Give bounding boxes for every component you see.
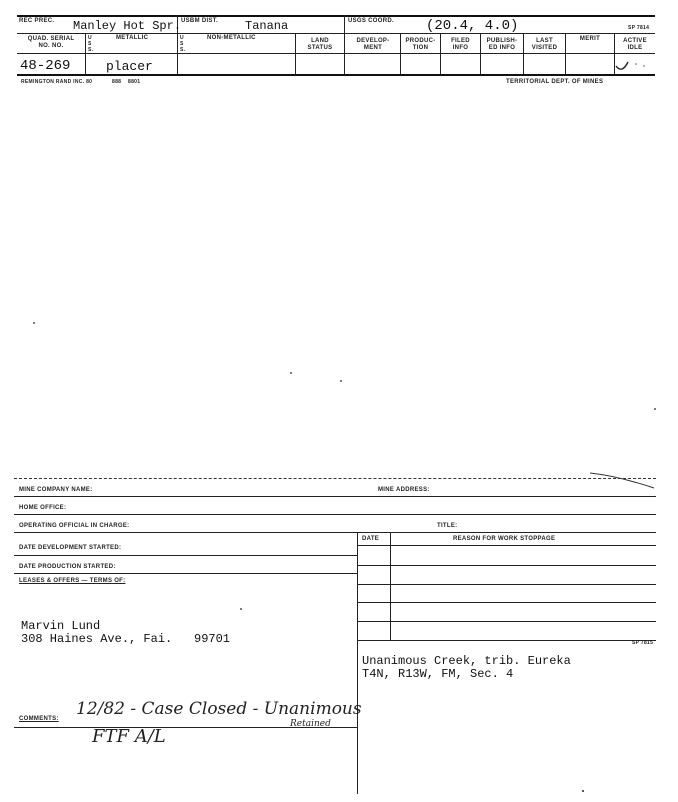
- date-production-label: DATE PRODUCTION STARTED:: [19, 564, 116, 570]
- col-filed-info: FILED INFO: [451, 38, 470, 51]
- col-active-idle: ACTIVE IDLE: [623, 38, 647, 51]
- date-col-line: [390, 532, 391, 640]
- speck: [290, 372, 292, 374]
- form-number: SP 7814: [628, 25, 650, 31]
- metallic-value: placer: [106, 59, 153, 74]
- usgs-coord-value: (20.4, 4.0): [426, 18, 519, 34]
- line-company: [14, 496, 656, 497]
- leases-label: LEASES & OFFERS — TERMS OF:: [19, 578, 126, 584]
- operating-official-label: OPERATING OFFICIAL IN CHARGE:: [19, 523, 130, 529]
- speck: [340, 380, 342, 382]
- stoppage-header-line: [357, 545, 656, 546]
- owner-name: Marvin Lund: [21, 619, 101, 633]
- col-sep-serial: [85, 33, 86, 74]
- stoppage-row-line-5: [357, 640, 656, 641]
- columns-divider-line: [17, 53, 655, 54]
- col-development: DEVELOP- MENT: [356, 38, 390, 51]
- corner-pen-stroke: [588, 470, 658, 492]
- stoppage-row-line-2: [357, 584, 656, 585]
- col-production: PRODUC- TION: [405, 38, 436, 51]
- col-uss-b: U S S.: [180, 35, 186, 53]
- mine-company-label: MINE COMPANY NAME:: [19, 487, 93, 493]
- line-date-dev: [14, 555, 357, 556]
- title-label: TITLE:: [437, 523, 458, 529]
- usgs-coord-label: USGS COORD.: [348, 18, 394, 24]
- home-office-label: HOME OFFICE:: [19, 505, 67, 511]
- date-col-label: DATE: [362, 536, 380, 542]
- top-border-line: [17, 15, 655, 17]
- handwritten-comment-1: 12/82 - Case Closed - Unanimous: [76, 699, 362, 719]
- line-official: [14, 532, 656, 533]
- col-uss-a: U S S.: [88, 35, 94, 53]
- comments-label: COMMENTS:: [19, 716, 59, 722]
- printer-name: REMINGTON RAND INC. 80: [21, 79, 93, 85]
- col-non-metallic: NON-METALLIC: [207, 35, 256, 41]
- stoppage-row-line-3: [357, 602, 656, 603]
- speck: [582, 790, 584, 792]
- speck: [240, 608, 242, 610]
- col-quad-serial: QUAD. SERIAL NO. NO.: [27, 36, 75, 49]
- handwritten-comment-2: Retained: [290, 719, 331, 729]
- reason-col-label: REASON FOR WORK STOPPAGE: [453, 536, 556, 542]
- usbm-dist-label: USBM DIST.: [181, 18, 219, 24]
- record-bottom-line: [17, 74, 655, 76]
- record-number: 48-269: [20, 58, 71, 74]
- agency-name: TERRITORIAL DEPT. OF MINES: [506, 79, 604, 85]
- owner-address: 308 Haines Ave., Fai.: [21, 632, 173, 646]
- col-merit: MERIT: [579, 36, 601, 42]
- form-number-2: SP 7815: [632, 640, 654, 646]
- header-sep-2: [344, 15, 345, 74]
- stoppage-row-line-1: [357, 565, 656, 566]
- mine-address-label: MINE ADDRESS:: [378, 487, 430, 493]
- handwritten-comment-3: FTF A/L: [92, 726, 166, 747]
- header-divider-line: [17, 33, 655, 34]
- line-home-office: [14, 514, 656, 515]
- col-sep-land: [295, 33, 296, 74]
- printer-codes: 888 8801: [112, 79, 141, 85]
- speck: [654, 408, 656, 410]
- col-metallic: METALLIC: [116, 35, 149, 41]
- stoppage-row-line-4: [357, 621, 656, 622]
- col-last-visited: LAST VISITED: [531, 38, 558, 51]
- usbm-dist-value: Tanana: [245, 19, 289, 33]
- rec-prec-label: REC PREC.: [19, 18, 55, 24]
- owner-zip: 99701: [194, 632, 231, 646]
- split-line: [357, 532, 358, 794]
- lower-top-line: [14, 478, 656, 479]
- col-published-info: PUBLISH- ED INFO: [486, 38, 518, 51]
- speck: [33, 322, 35, 324]
- col-land-status: LAND STATUS: [307, 38, 333, 51]
- location-line-1: Unanimous Creek, trib. Eureka: [362, 654, 571, 668]
- active-check-mark-icon: [612, 56, 652, 76]
- location-line-2: T4N, R13W, FM, Sec. 4: [362, 667, 514, 681]
- line-date-prod: [14, 573, 357, 574]
- rec-prec-value: Manley Hot Spr.: [73, 19, 182, 33]
- date-development-label: DATE DEVELOPMENT STARTED:: [19, 545, 122, 551]
